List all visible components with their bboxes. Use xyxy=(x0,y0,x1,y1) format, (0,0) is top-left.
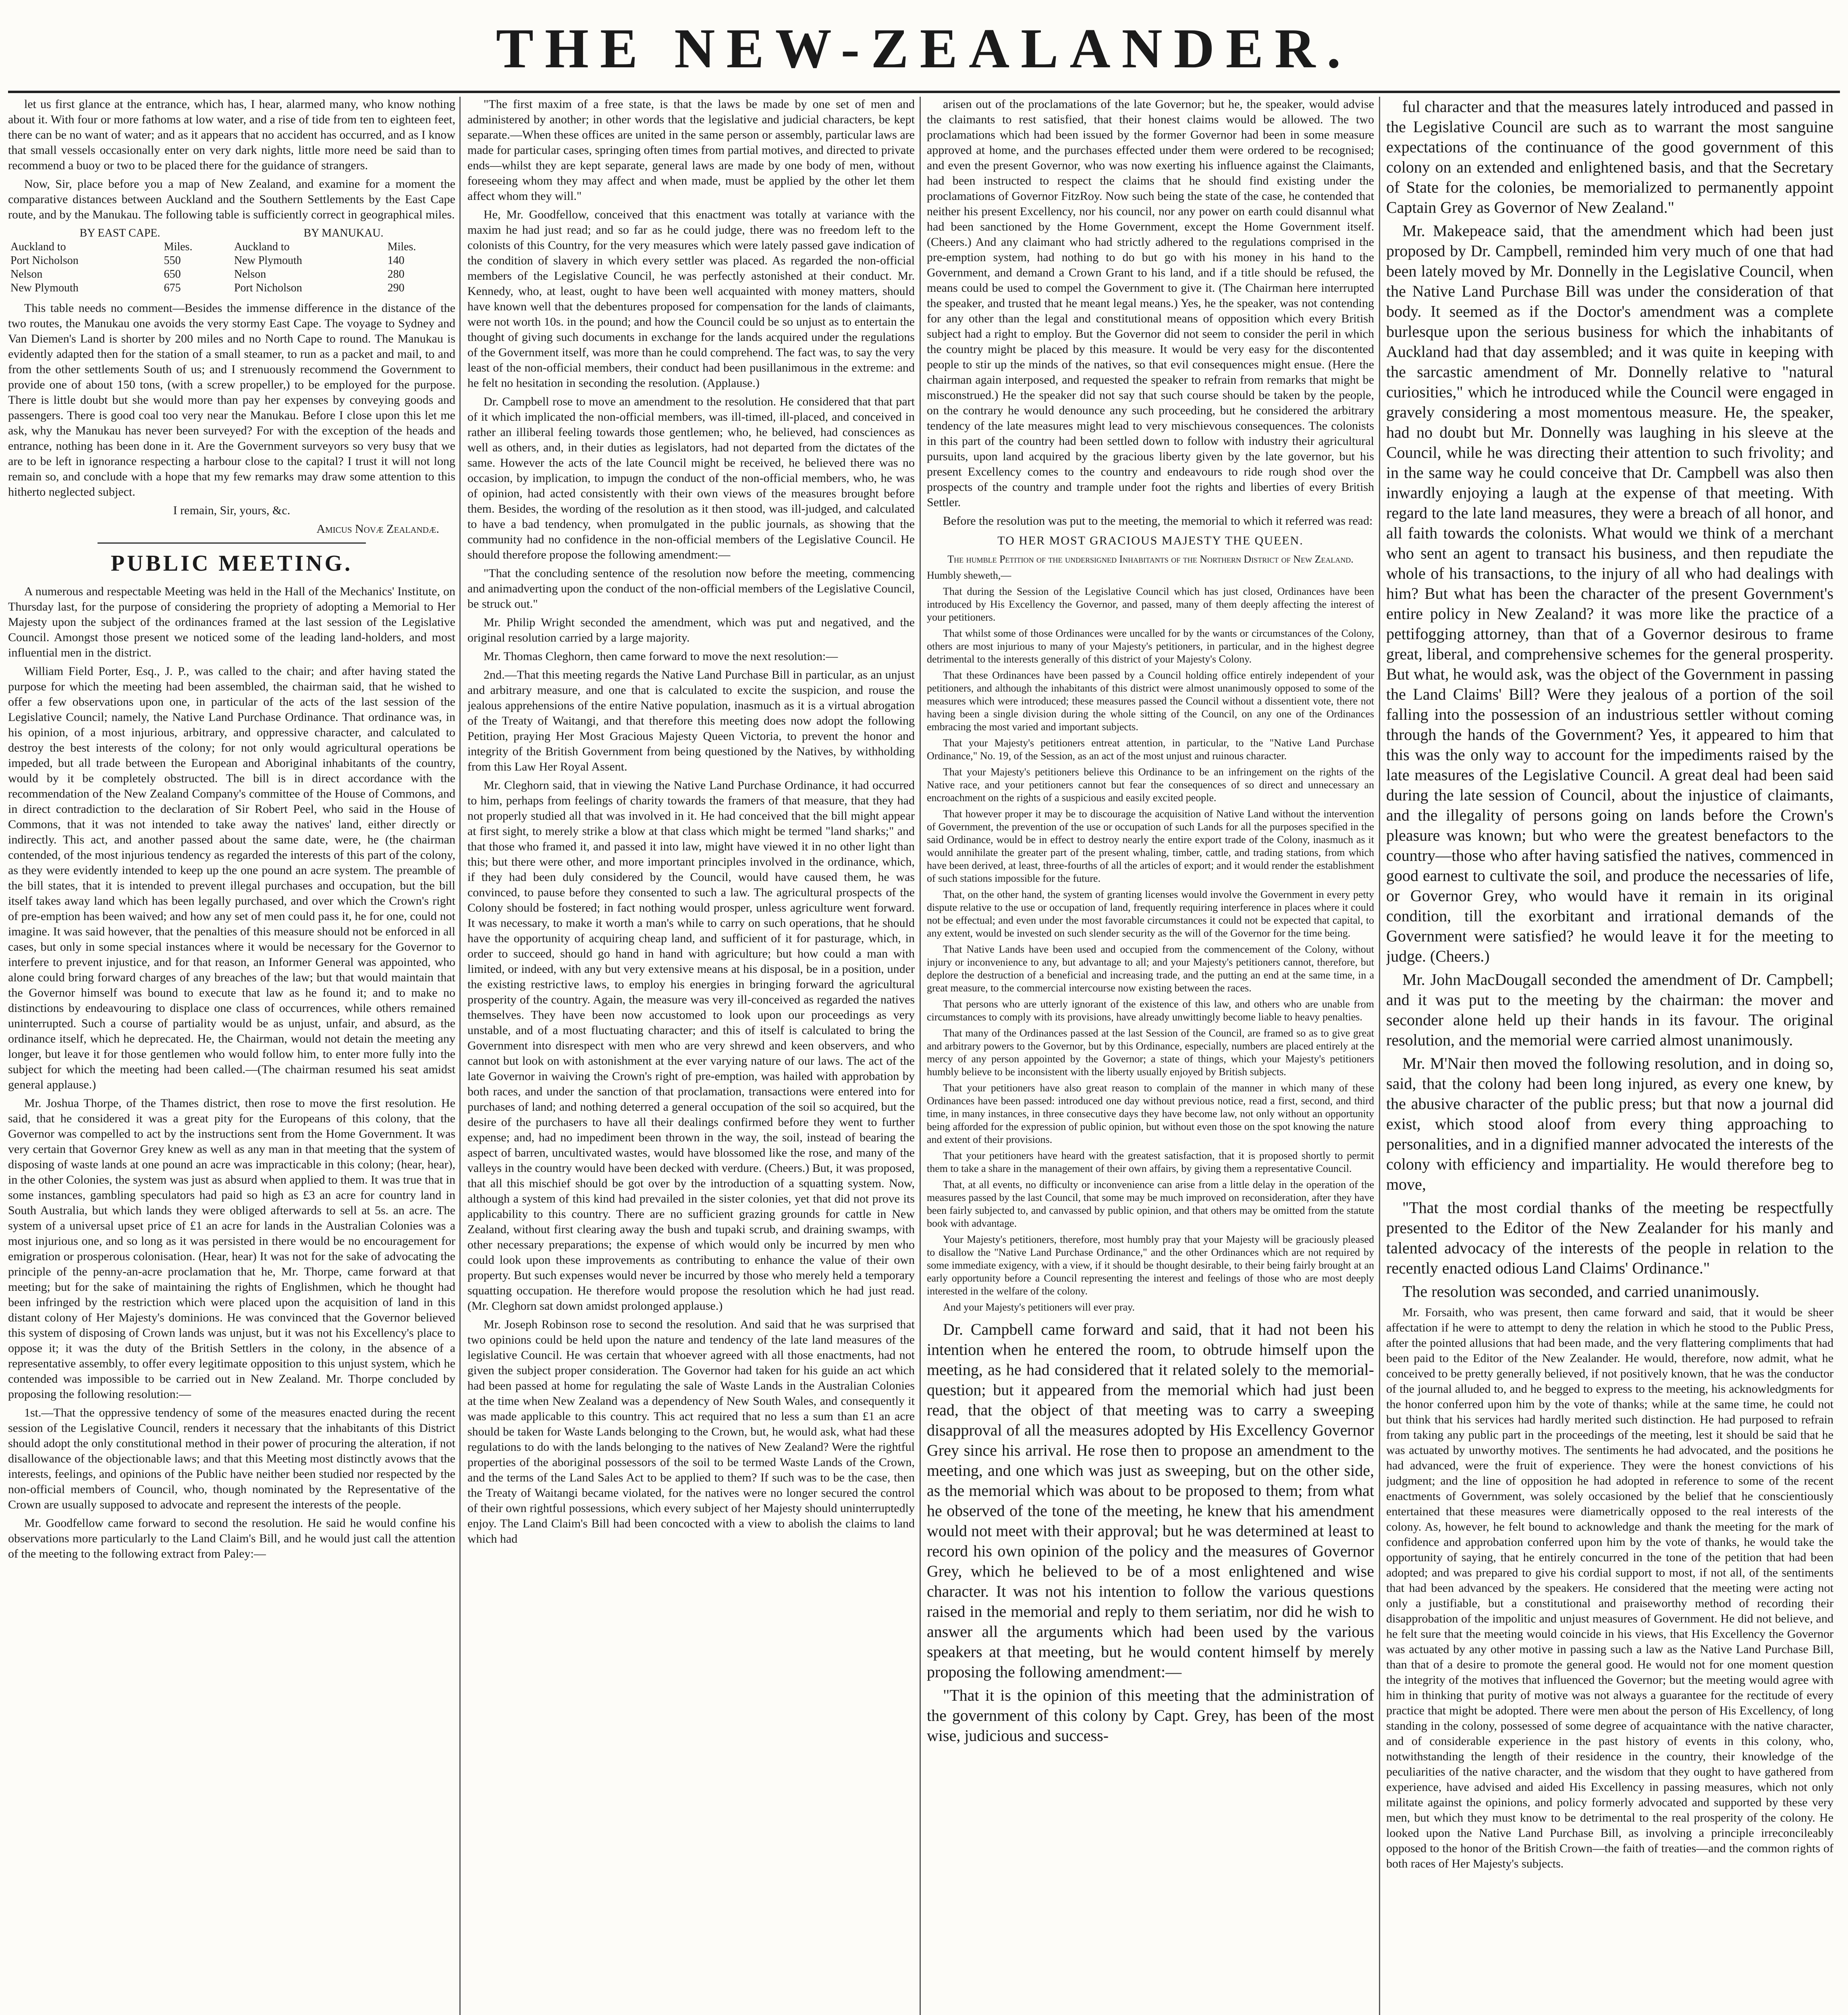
paragraph: Mr. Joshua Thorpe, of the Thames district, then rose to move the first resolution. He said, that he considered it was a great pity for the Europeans of this colony, that the Governor was compelled to act by the instructions sent from the Home Government. It was very certain that Governor Grey knew as well as any man in that meeting that the system of disposing of waste lands at one pound an acre was impracticable in this colony; (hear, hear), in the other Colonies, the system was just as absurd when applied to them. It was true that in some instances, gambling speculators had paid so high as £3 an acre for country land in South Australia, but which lands they were obliged afterwards to sell at 5s. an acre. The system of a universal upset price of £1 an acre for lands in the Australian Colonies was a most injurious one, and so long as it was persisted in there would be no encouragement for emigration or prosperous colonisation. (Hear, hear) It was not for the sake of advocating the principle of the penny-an-acre proclamation that he, Mr. Thorpe, came forward at that meeting; but for the sake of maintaining the rights of Englishmen, which he thought had been infringed by the restriction which were placed upon the acquisition of land in this distant colony of Her Majesty's dominions. He was convinced that the Governor believed this system of disposing of Crown lands was unjust, but it was not his Excellency's place to oppose it; it was the duty of the British Settlers in the colony, in the absence of a representative assembly, to offer every legitimate opposition to this unjust system, which he contended was impossible to be carried out in New Zealand. Mr. Thorpe concluded by proposing the following resolution:— xyxy=(8,1097,455,1401)
column-1 xyxy=(8,97,455,2015)
paragraph: Dr. Campbell came forward and said, that it had not been his intention when he entered the room, to obtrude himself upon the meeting, as he had considered that it related solely to the memorial-question; but it appeared from the memorial which had just been read, that the object of that meeting was to carry a sweeping disapproval of all the measures adopted by His Excellency Governor Grey since his arrival. He rose then to propose an amendment to the meeting, and one which was just as sweeping, but on the other side, as the memorial which was about to be proposed to them; from what he observed of the tone of the meeting, he knew that his amendment would not meet with their approval; but he was determined at least to record his own opinion of the policy and the measures of Governor Grey, which he believed to be of a most enlightened and wise character. It was not his intention to follow the various questions raised in the memorial and reply to them seriatim, nor did he wish to answer all the arguments which had been used by the various speakers at that meeting, but he would content himself by merely proposing the following amendment:— xyxy=(927,1320,1374,1681)
table-heading: BY MANUKAU. xyxy=(303,227,384,239)
column-divider xyxy=(920,97,921,2015)
section-title: PUBLIC MEETING. xyxy=(110,551,353,576)
column-4 xyxy=(1386,97,1833,2015)
paragraph: Mr. Thomas Cleghorn, then came forward to move the next resolution:— xyxy=(484,650,838,663)
column-3 xyxy=(927,97,1374,2015)
letter-signature: Amicus Novæ Zealandæ. xyxy=(316,522,439,536)
section-rule xyxy=(98,542,366,544)
paragraph: Before the resolution was put to the meeting, the memorial to which it referred was read: xyxy=(943,514,1373,528)
memorial-heading: TO HER MOST GRACIOUS MAJESTY THE QUEEN. xyxy=(997,534,1304,547)
memorial-paragraph: That persons who are utterly ignorant of the existence of this law, and others who are unable from circumstances to comply with its provisions, have already unwittingly become liable to heavy penalties. xyxy=(927,998,1374,1023)
table-cell: New Plymouth xyxy=(234,254,302,267)
memorial-paragraph: That however proper it may be to discourage the acquisition of Native Land without the intervention of Government, the prevention of the use or occupation of such Lands for all the purposes specified in the said Ordinance, would be in effect to destroy nearly the entire export trade of the Colony, inasmuch as it would annihilate the greater part of the present whaling, timber, cattle, and trading stations, from which have been derived, at least, three-fourths of all the articles of export; and it would render the establishment of such stations impossible for the future. xyxy=(927,808,1374,884)
table-cell: 140 xyxy=(387,254,405,267)
memorial-subheading: The humble Petition of the undersigned Inhabitants of the Northern District of New Zealand. xyxy=(947,553,1354,565)
paragraph: William Field Porter, Esq., J. P., was called to the chair; and after having stated the purpose for which the meeting had been assembled, the chairman said, that he wished to offer a few observations upon one, in particular of the acts of the last session of the Legislative Council; namely, the Native Land Purchase Ordinance. That ordinance was, in his opinion, of a most injurious, arbitrary, and oppressive character, and calculated to destroy the best interests of the colony; for not only would agricultural operations be impeded, but all trade between the European and Aboriginal inhabitants of the country, would by it be completely obstructed. The bill is in direct accordance with the recommendation of the New Zealand Company's committee of the House of Commons, and in direct contradiction to the declaration of Sir Robert Peel, who said in the House of Commons, that it was not intended to take away the natives' land, either directly or indirectly. This act, and another passed about the same date, were, he (the chairman contended, of the most injurious tendency as regarded the interests of this part of the colony, as they were evidently intended to keep up the one pound an acre system. The preamble of the bill states, that it is intended to prevent illegal purchases and occupation, but the bill itself takes away land which has been legally purchased, and over which the Crown's right of pre-emption has been waived; and how any set of men could pass it, he for one, could not imagine. It was said however, that the penalties of this measure should not be enforced in all cases, but only in some special instances where it would be necessary for the Governor to interfere to prevent injustice, and for that reason, an Informer General was appointed, who alone could bring forward charges of any breaches of the law; but that would maintain that the Governor himself was bound to execute that law as he found it; and to make no distinctions by endeavouring to displace one class of occurrences, while others remained uninterrupted. Such a course of partiality would be as unjust, unfair, and absurd, as the ordinance itself, which he deprecated. He, the Chairman, would not detain the meeting any longer, but leave it for those gentlemen who would follow him, to enter more fully into the subject for which the meeting had been called.—(The chairman resumed his seat amidst general applause.) xyxy=(8,665,455,1091)
table-cell: Nelson xyxy=(10,268,43,280)
table-row xyxy=(8,281,455,295)
table-cell: 675 xyxy=(164,282,181,294)
column-divider xyxy=(459,97,461,2015)
resolution-quote: "That the most cordial thanks of the meeting be respectfully presented to the Editor of the New Zealander for his manly and talented advocacy of the interests of the people in relation to the recently enacted odious Land Claims' Ordinance." xyxy=(1386,1199,1833,1277)
memorial-paragraph: That your petitioners have also great reason to complain of the manner in which many of these Ordinances have been passed: introduced one day without previous notice, read a first, second, and third time, in many instances, in three consecutive days they have become law, not only without an opportunity being afforded for the expression of public opinion, but without even those on the spot knowing the nature and extent of their provisions. xyxy=(927,1082,1374,1145)
paragraph: Mr. Goodfellow came forward to second the resolution. He said he would confine his observations more particularly to the Land Claim's Bill, and he would just call the attention of the meeting to the following extract from Paley:— xyxy=(8,1516,455,1560)
table-row xyxy=(8,254,455,268)
paragraph: This table needs no comment—Besides the immense difference in the distance of the two routes, the Manukau one avoids the very stormy East Cape. The voyage to Sydney and Van Diemen's Land is shorter by 200 miles and no North Cape to round. The Manukau is evidently adapted then for the station of a small steamer, to run as a packet and mail, to and from the other settlements South of us; and I strenuously recommend the Government to provide one of about 150 tons, (with a screw propeller,) to be employed for the purpose. There is little doubt but she would more than pay her expenses by conveying goods and passengers. There is good coal too very near the Manukau. Before I close upon this let me ask, why the Manukau has never been surveyed? For with the exception of the heads and entrance, nothing has been done in it. Are the Government surveyors so very busy that we are to be left in ignorance respecting a harbour close to the capital? I trust it will not long remain so, and conclude with a hope that my few remarks may draw some attention to this hitherto neglected subject. xyxy=(8,301,455,499)
memorial-paragraph: That your Majesty's petitioners believe this Ordinance to be an infringement on the rights of the Native race, and your petitioners cannot but fear the consequences of so direct and unnecessary an encroachment on the rights of a suspicious and easily excited people. xyxy=(927,766,1374,804)
memorial-paragraph: That these Ordinances have been passed by a Council holding office entirely independent of your petitioners, and although the inhabitants of this district were almost unanimously opposed to some of the measures which were introduced; these measures passed the Council without a dissentient vote, there not having been a single division during the whole sitting of the Council, on any one of the Ordinances embracing the most varied and important subjects. xyxy=(927,669,1374,733)
memorial-paragraph: That whilst some of those Ordinances were uncalled for by the wants or circumstances of the Colony, others are most injurious to many of your Majesty's petitioners, in particular, and in the highest degree detrimental to the interests generally of this district of your Majesty's Colony. xyxy=(927,627,1374,665)
paragraph: Mr. Joseph Robinson rose to second the resolution. And said that he was surprised that two opinions could be held upon the nature and tendency of the late land measures of the legislative Council. He was certain that whoever agreed with all those enactments, had not given the subject proper consideration. The Governor had taken for his guide an act which had been passed at home for regulating the sale of Waste Lands in the Australian Colonies at the time when New Zealand was a dependency of New South Wales, and consequently it was made applicable to this country. This act required that no less a sum than £1 an acre should be taken for Waste Lands belonging to the Crown, but, he would ask, what had these regulations to do with the lands belonging to the natives of New Zealand? Were the rightful properties of the aboriginal possessors of the soil to be termed Waste Lands of the Crown, and the terms of the Land Sales Act to be applied to them? If such was to be the case, then the Treaty of Waitangi became violated, for the natives were no longer secured the control of their own rightful possessions, which every subject of her Majesty should uninterruptedly enjoy. The Land Claim's Bill had been concocted with a view to abolish the claims to land which had xyxy=(467,1318,915,1546)
memorial-paragraph: That your petitioners have heard with the greatest satisfaction, that it is proposed shortly to permit them to take a share in the management of their own affairs, by giving them a representative Council. xyxy=(927,1150,1374,1174)
memorial-paragraph: That many of the Ordinances passed at the last Session of the Council, are framed so as to give great and arbitrary powers to the Governor, but by this Ordinance, especially, numbers are placed entirely at the mercy of any person appointed by the Governor; a state of things, which your Majesty's petitioners humbly believe to be inconsistent with the liberty usually enjoyed by British subjects. xyxy=(927,1027,1374,1078)
table-cell: Miles. xyxy=(387,241,416,253)
paragraph: Mr. Forsaith, who was present, then came forward and said, that it would be sheer affectation if he were to attempt to deny the relation in which he stood to the Public Press, after the pointed allusions that had been made, and the very flattering compliments that had been paid to the Editor of the New Zealander. He would, therefore, now admit, what he conceived to be pretty generally believed, if not positively known, that he was the conductor of the journal alluded to, and he begged to express to the meeting, his acknowledgments for the honor conferred upon him by the vote of thanks; while at the same time, he could not but think that his services had hardly merited such distinction. He had purposed to refrain from taking any public part in the proceedings of the meeting, lest it should be said that he was actuated by unworthy motives. The sentiments he had advocated, and the positions he had advanced, were the fruit of experience. They were the honest convictions of his judgment; and the line of opposition he had adopted in reference to some of the recent enactments of Government, was solely occasioned by the belief that he conscientiously entertained that these measures were diametrically opposed to the real interests of the colony. As, however, he felt bound to acknowledge and thank the meeting for the mark of confidence and approbation conferred upon him by the vote of thanks, he would take the opportunity of saying, that he entirely concurred in the tone of the petition that had been adopted; and was prepared to give his cordial support to most, if not all, of the sentiments that had been advanced by the speakers. He considered that the meeting were acting not only a justifiable, but a constitutional and praiseworthy method of recording their disapprobation of the impolitic and unjust measures of Government. He did not believe, and he felt sure that the meeting would coincide in his views, that His Excellency the Governor was actuated by any other motive in passing such a law as the Native Land Purchase Bill, than that of a desire to promote the general good. He would not for one moment question the integrity of the motives that influenced the Governor; but the meeting would agree with him in thinking that purity of motive was not always a guarantee for the rectitude of every practice that might be adopted. There were men about the person of His Excellency, of long standing in the colony, possessed of some degree of acquaintance with the native character, and of considerable experience in the past history of events in this colony, who, notwithstanding the length of their residence in the country, their knowledge of the peculiarities of the native character, and the wisdom that they ought to have gathered from experience, have advised and aided His Excellency in passing measures, which not only militate against the opinions, and policy formerly advocated and supported by these very men, but which they must know to be detrimental to the real prosperity of the colony. He looked upon the Native Land Purchase Bill, as involving a principle irreconcileably opposed to the honor of the British Crown—the faith of treaties—and the common rights of both races of Her Majesty's subjects. xyxy=(1386,1306,1833,1870)
table-cell: Port Nicholson xyxy=(10,254,79,267)
memorial-paragraph: And your Majesty's petitioners will ever pray. xyxy=(943,1301,1135,1313)
table-cell: Miles. xyxy=(164,241,193,253)
campbell-speech xyxy=(927,1319,1374,1746)
memorial-body xyxy=(927,585,1374,1314)
table-heading: BY EAST CAPE. xyxy=(79,227,160,239)
table-cell: Port Nicholson xyxy=(234,282,302,294)
letter-body xyxy=(8,97,455,222)
table-cell: 650 xyxy=(164,268,181,280)
table-cell: 550 xyxy=(164,254,181,267)
memorial-paragraph: That, on the other hand, the system of granting licenses would involve the Government in every petty dispute relative to the use or occupation of land, frequently requiring interference in places where it could not be effectual; and even under the most favorable circumstances it could not be expected that capital, to any extent, would be invested on such slender security as the will of the Governor for the time being. xyxy=(927,889,1374,939)
paragraph: Now, Sir, place before you a map of New Zealand, and examine for a moment the comparative distances between Auckland and the Southern Settlements by the East Cape route, and by the Manukau. The following table is sufficiently correct in geographical miles. xyxy=(8,177,455,221)
memorial-salutation: Humbly sheweth,— xyxy=(927,569,1011,581)
masthead: THE NEW-ZEALANDER. xyxy=(496,17,1352,80)
table-cell: New Plymouth xyxy=(10,282,79,294)
quotation: "The first maxim of a free state, is that the laws be made by one set of men and administered by another; in other words that the legislative and judicial characters, be kept separate.—When these offices are united in the same person or assembly, particular laws are made for particular cases, springing often times from partial motives, and directed to private ends—whilst they are kept separate, general laws are made by one body of men, without foreseeing whom they may affect and when made, must be applied by the other let them affect whom they will." xyxy=(467,98,915,203)
table-cell: Auckland to xyxy=(234,241,290,253)
table-cell: 290 xyxy=(387,282,405,294)
memorial-paragraph: That during the Session of the Legislative Council which has just closed, Ordinances have been introduced by His Excellency the Governor, and passed, many of them deeply affecting the interest of your petitioners. xyxy=(927,586,1374,623)
paragraph: The resolution was seconded, and carried unanimously. xyxy=(1402,1282,1760,1300)
amendment-quote: ful character and that the measures lately introduced and passed in the Legislative Council are such as to warrant the most sanguine expectations of the continuance of the good government of this colony on an extended and enlightened basis, and that the Secretary of State for the colonies, be memorialized to permanently appoint Captain Grey as Governor of New Zealand." xyxy=(1386,98,1833,216)
resolution: 1st.—That the oppressive tendency of some of the measures enacted during the recent session of the Legislative Council, renders it necessary that the inhabitants of this District should adopt the only constitutional method in their power of procuring the alteration, if not disallowance of the objectionable laws; and that this Meeting most distinctly avows that the interests, feelings, and opinions of the Public have neither been studied nor respected by the non-official members of Council, who, though nominated by the Representative of the Crown are usually supposed to advocate and represent the interests of the people. xyxy=(8,1406,455,1511)
resolution: 2nd.—That this meeting regards the Native Land Purchase Bill in particular, as an unjust and arbitrary measure, and one that is calculated to excite the suspicion, and rouse the jealous apprehensions of the entire Native population, inasmuch as it is a virtual abrogation of the Treaty of Waitangi, and that therefore this meeting does now adopt the following Petition, praying Her Most Gracious Majesty Queen Victoria, to prevent the honor and integrity of the British Government from being questioned by the Natives, by withholding from this Law Her Royal Assent. xyxy=(467,668,915,773)
paragraph: Mr. John MacDougall seconded the amendment of Dr. Campbell; and it was put to the meeting by the chairman: the mover and seconder alone held up their hands in its favour. The original resolution, and the memorial were carried almost unanimously. xyxy=(1386,970,1833,1049)
paragraph: let us first glance at the entrance, which has, I hear, alarmed many, who know nothing about it. With four or more fathoms at low water, and a rise of tide from ten to eighteen feet, there can be no want of water; and as it appears that no accident has occurred, and as I know that small vessels occasionally enter on very dark nights, little more need be said than to recommend a buoy or two to be placed there for the guidance of strangers. xyxy=(8,98,455,172)
column-divider xyxy=(1379,97,1380,2015)
paragraph: Dr. Campbell rose to move an amendment to the resolution. He considered that that part of it which implicated the non-official members, was ill-timed, ill-placed, and conceived in rather an illiberal feeling towards those gentlemen; who, he believed, had consciences as well as others, and, in their duties as legislators, had not departed from the dictates of the same. However the acts of the late Council might be received, he believed there was no occasion, by implication, to impugn the conduct of the non-official members, who, he was of opinion, had acted consistently with their own views of the measures brought before them. Besides, the wording of the resolution as it then stood, was ill-judged, and calculated to have a bad tendency, when promulgated in the public journals, as showing that the community had no confidence in the non-official members of the Legislative Council. He should therefore propose the following amendment:— xyxy=(467,395,915,561)
amendment-quote: "That the concluding sentence of the resolution now before the meeting, commencing and animadverting upon the conduct of the non-official members of the Legislative Council, be struck out." xyxy=(467,567,915,611)
column-2 xyxy=(467,97,915,2015)
paragraph: A numerous and respectable Meeting was held in the Hall of the Mechanics' Institute, on Thursday last, for the purpose of considering the propriety of adopting a Memorial to Her Majesty upon the subject of the ordinances framed at the last session of the Legislative Council. Amongst those present we noticed some of the leading land-holders, and most influential men in the district. xyxy=(8,585,455,659)
paragraph: arisen out of the proclamations of the late Governor; but he, the speaker, would advise the claimants to rest satisfied, that their honest claims would be allowed. The two proclamations which had been issued by the former Governor had been in some measure approved at home, and the purchases effected under them were ordered to be recognised; and even the present Governor, who was now exerting his influence against the Claimants, had been instructed to respect the claims that he should find existing under the proclamations of Governor FitzRoy. Now such being the state of the case, he contended that neither his present Excellency, nor his council, nor any power on earth could disannul what had been sanctioned by the Home Government, except the Home Government itself. (Cheers.) And any claimant who had strictly adhered to the regulations comprised in the pre-emption system, had nothing to do but go with his money in his hand to the Government, and demand a Crown Grant to his land, and if a title should be refused, the means could be used to compel the Government to give it. (The Chairman here interrupted the speaker, and trusted that he meant legal means.) Yes, he the speaker, was not contending for any other than the legal and constitutional means of opposition which every British subject had a right to employ. But the Governor did not seem to consider the peril in which the country might be placed by this measure. It would be very easy for the discontented people to stir up the minds of the natives, so that evil consequences might ensue. (Here the chairman again interposed, and requested the speaker to refrain from remarks that might be misconstrued.) He the speaker did not say that such course should be taken by the people, on the contrary he would denounce any such proceeding, but he considered the arbitrary tendency of the late measures might lead to very mischievous consequences. The colonists in this part of the country had been settled down to follow with industry their agricultural pursuits, upon land acquired by the gracious liberty given by the late governor, but his present Excellency comes to the country and endeavours to ride rough shod over the prospects of the country and trample under foot the rights and liberties of every British Settler. xyxy=(927,98,1374,509)
letter-signoff: I remain, Sir, yours, &c. xyxy=(173,504,291,517)
table-cell: Nelson xyxy=(234,268,266,280)
paragraph: Mr. M'Nair then moved the following resolution, and in doing so, said, that the colony had been long injured, as every one knew, by the abusive character of the public press; but that now a journal did exist, which stood aloof from every thing approaching to personalities, and in a dignified manner advocated the interests of the colony with efficiency and impartiality. He would therefore beg to move, xyxy=(1386,1054,1833,1193)
memorial-paragraph: That Native Lands have been used and occupied from the commencement of the Colony, without injury or inconvenience to any, but advantage to all; and your Majesty's petitioners cannot, therefore, but deplore the destruction of a beneficial and increasing trade, and the putting an end at the same time, in a great measure, to the commercial intercourse now existing between the races. xyxy=(927,943,1374,994)
paragraph: Mr. Philip Wright seconded the amendment, which was put and negatived, and the original resolution carried by a large majority. xyxy=(467,616,915,644)
memorial-paragraph: That, at all events, no difficulty or inconvenience can arise from a little delay in the operation of the measures passed by the last Council, that some may be much improved on reconsideration, after they have been fairly subjected to, and canvassed by public opinion, and that others may be omitted from the statute book with advantage. xyxy=(927,1179,1374,1229)
table-row xyxy=(8,268,455,281)
paragraph: Mr. Cleghorn said, that in viewing the Native Land Purchase Ordinance, it had occurred to him, perhaps from feelings of charity towards the framers of that measure, that they had not properly studied all that was involved in it. He had conceived that the bill might appear at first sight, to merely strike a blow at that class which might be termed "land sharks;" and that those who framed it, and passed it into law, might have viewed it in no other light than this; but there were other, and more important principles involved in the ordinance, which, if they had been duly considered by the Council, would have caused them, he was convinced, to pause before they consented to such a law. The agricultural prospects of the Colony should be fostered; in fact nothing would prosper, unless agriculture went forward. It was necessary, to make it worth a man's while to carry on such operations, that he should have the opportunity of acquiring cheap land, and sufficient of it for pasturage, which, in order to succeed, should go hand in hand with agriculture; but how could a man with limited, or indeed, with any but very extensive means at his disposal, be in a position, under the existing restrictive laws, to employ his energies in bringing forward the agricultural prosperity of the country. Again, the measure was very ill-conceived as regarded the natives themselves. They have been now accustomed to look upon our proceedings as very unstable, and of a most fluctuating character; and this of itself is calculated to bring the Government into disrespect with men who are very shrewd and keen observers, and who cannot but look on with astonishment at the ever varying nature of our laws. The act of the late Governor in waiving the Crown's right of pre-emption, was hailed with approbation by both races, and under the sanction of that proclamation, transactions were entered into for purchases of land; and nothing deterred a general occupation of the soil so acquired, but the desire of the purchasers to have all their dealings confirmed before they went to further expense; and, had no impediment been thrown in the way, the soil, instead of bearing the aspect of barren, uncultivated wastes, would have blossomed like the rose, and many of the valleys in the country would have been decked with verdure. (Cheers.) But, it was proposed, that all this mischief should be got over by the introduction of a squatting system. Now, although a system of this kind had prevailed in the sister colonies, yet that did not prove its applicability to this country. There are no sufficient grazing grounds for cattle in New Zealand, without first clearing away the bush and tupaki scrub, and draining swamps, with other necessary preparations; the expense of which would only be incurred by men who could look upon these improvements as contributing to enhance the value of their own property. But such expenses would never be incurred by those who merely held a temporary squatting occupation. He therefore would propose the resolution which he had just read. (Mr. Cleghorn sat down amidst prolonged applause.) xyxy=(467,779,915,1313)
table-row xyxy=(8,240,455,254)
table-cell: 280 xyxy=(387,268,405,280)
paragraph: Mr. Makepeace said, that the amendment which had been just proposed by Dr. Campbell, reminded him very much of one that had been lately moved by Mr. Donnelly in the Legislative Council, when the Native Land Purchase Bill was under the consideration of that body. It seemed as if the Doctor's amendment was a complete burlesque upon the serious business for which the inhabitants of Auckland had that day assembled; and it was quite in keeping with the sarcastic amendment of Mr. Donnelly relative to "natural curiosities," which he introduced while the Council were engaged in gravely considering a most momentous measure. He, the speaker, had no doubt but Mr. Donnelly was laughing in his sleeve at the Council, while he was directing their attention to such frivolity; and in the same way he could conceive that Dr. Campbell was also then inwardly enjoying a laugh at the expense of that meeting. With regard to the late land measures, they were a breach of all honor, and all faith towards the colonists. What would we think of a merchant who sent an agent to transact his business, and then repudiate the whole of his transactions, to the injury of all who had dealings with him? But what has been the character of the present Government's entire policy in New Zealand? it was more like the practice of a pettifogging attorney, than that of a Governor desirous to frame great, liberal, and comprehensive schemes for the general prosperity. But what, he would ask, was the object of the Government in passing the Land Claims' Bill? Were they jealous of a portion of the soil falling into the possession of an industrious settler without coming through the hands of the Government? Yes, it appeared to him that this was the only way to account for the impediments raised by the late measures of the Legislative Council. A great deal had been said during the late session of Council, about the injustice of claimants, and the illegality of persons going on lands before the Crown's pleasure was known; but who were the greatest benefactors to the country—those who after having satisfied the natives, commenced in good earnest to cultivate the soil, and produce the necessaries of life, or Governor Grey, who would have it remain in its original condition, till the exorbitant and irrational demands of the Government were satisfied? he would leave it for the meeting to judge. (Cheers.) xyxy=(1386,222,1833,965)
table-cell: Auckland to xyxy=(10,241,66,253)
distance-table xyxy=(8,226,455,295)
masthead-rule xyxy=(8,91,1840,93)
memorial-paragraph: Your Majesty's petitioners, therefore, most humbly pray that your Majesty will be graciously pleased to disallow the "Native Land Purchase Ordinance," and the other Ordinances which are not required by some immediate exigency, with a view, if it should be thought desirable, to their being fairly brought at an early opportunity before a Council representing the interest and feelings of those who are most deeply interested in the welfare of the colony. xyxy=(927,1234,1374,1297)
amendment-quote: "That it is the opinion of this meeting that the administration of the government of this colony by Capt. Grey, has been of the most wise, judicious and success- xyxy=(927,1686,1374,1745)
paragraph: He, Mr. Goodfellow, conceived that this enactment was totally at variance with the maxim he had just read; and so far as he could judge, there was no freedom left to the colonists of this Country, for the very measures which were lately passed gave indication of the condition of slavery in which every settler was placed. As regarded the non-official members of the Legislative Council, he was perfectly astonished at their conduct. Mr. Kennedy, who, at least, ought to have been well acquainted with money matters, should have known well that the debentures proposed for compensation for the lands of claimants, were not worth 10s. in the pound; and how the Council could be so unjust as to entertain the thought of giving such documents in exchange for the lands acquired under the regulations of the Government itself, was more than he could comprehend. The fact was, to say the very least of the non-official members, their conduct had been pusillanimous in the extreme: and he felt no hesitation in seconding the resolution. (Applause.) xyxy=(467,208,915,390)
memorial-paragraph: That your Majesty's petitioners entreat attention, in particular, to the "Native Land Purchase Ordinance," No. 19, of the Session, as an act of the most unjust and ruinous character. xyxy=(927,737,1374,762)
